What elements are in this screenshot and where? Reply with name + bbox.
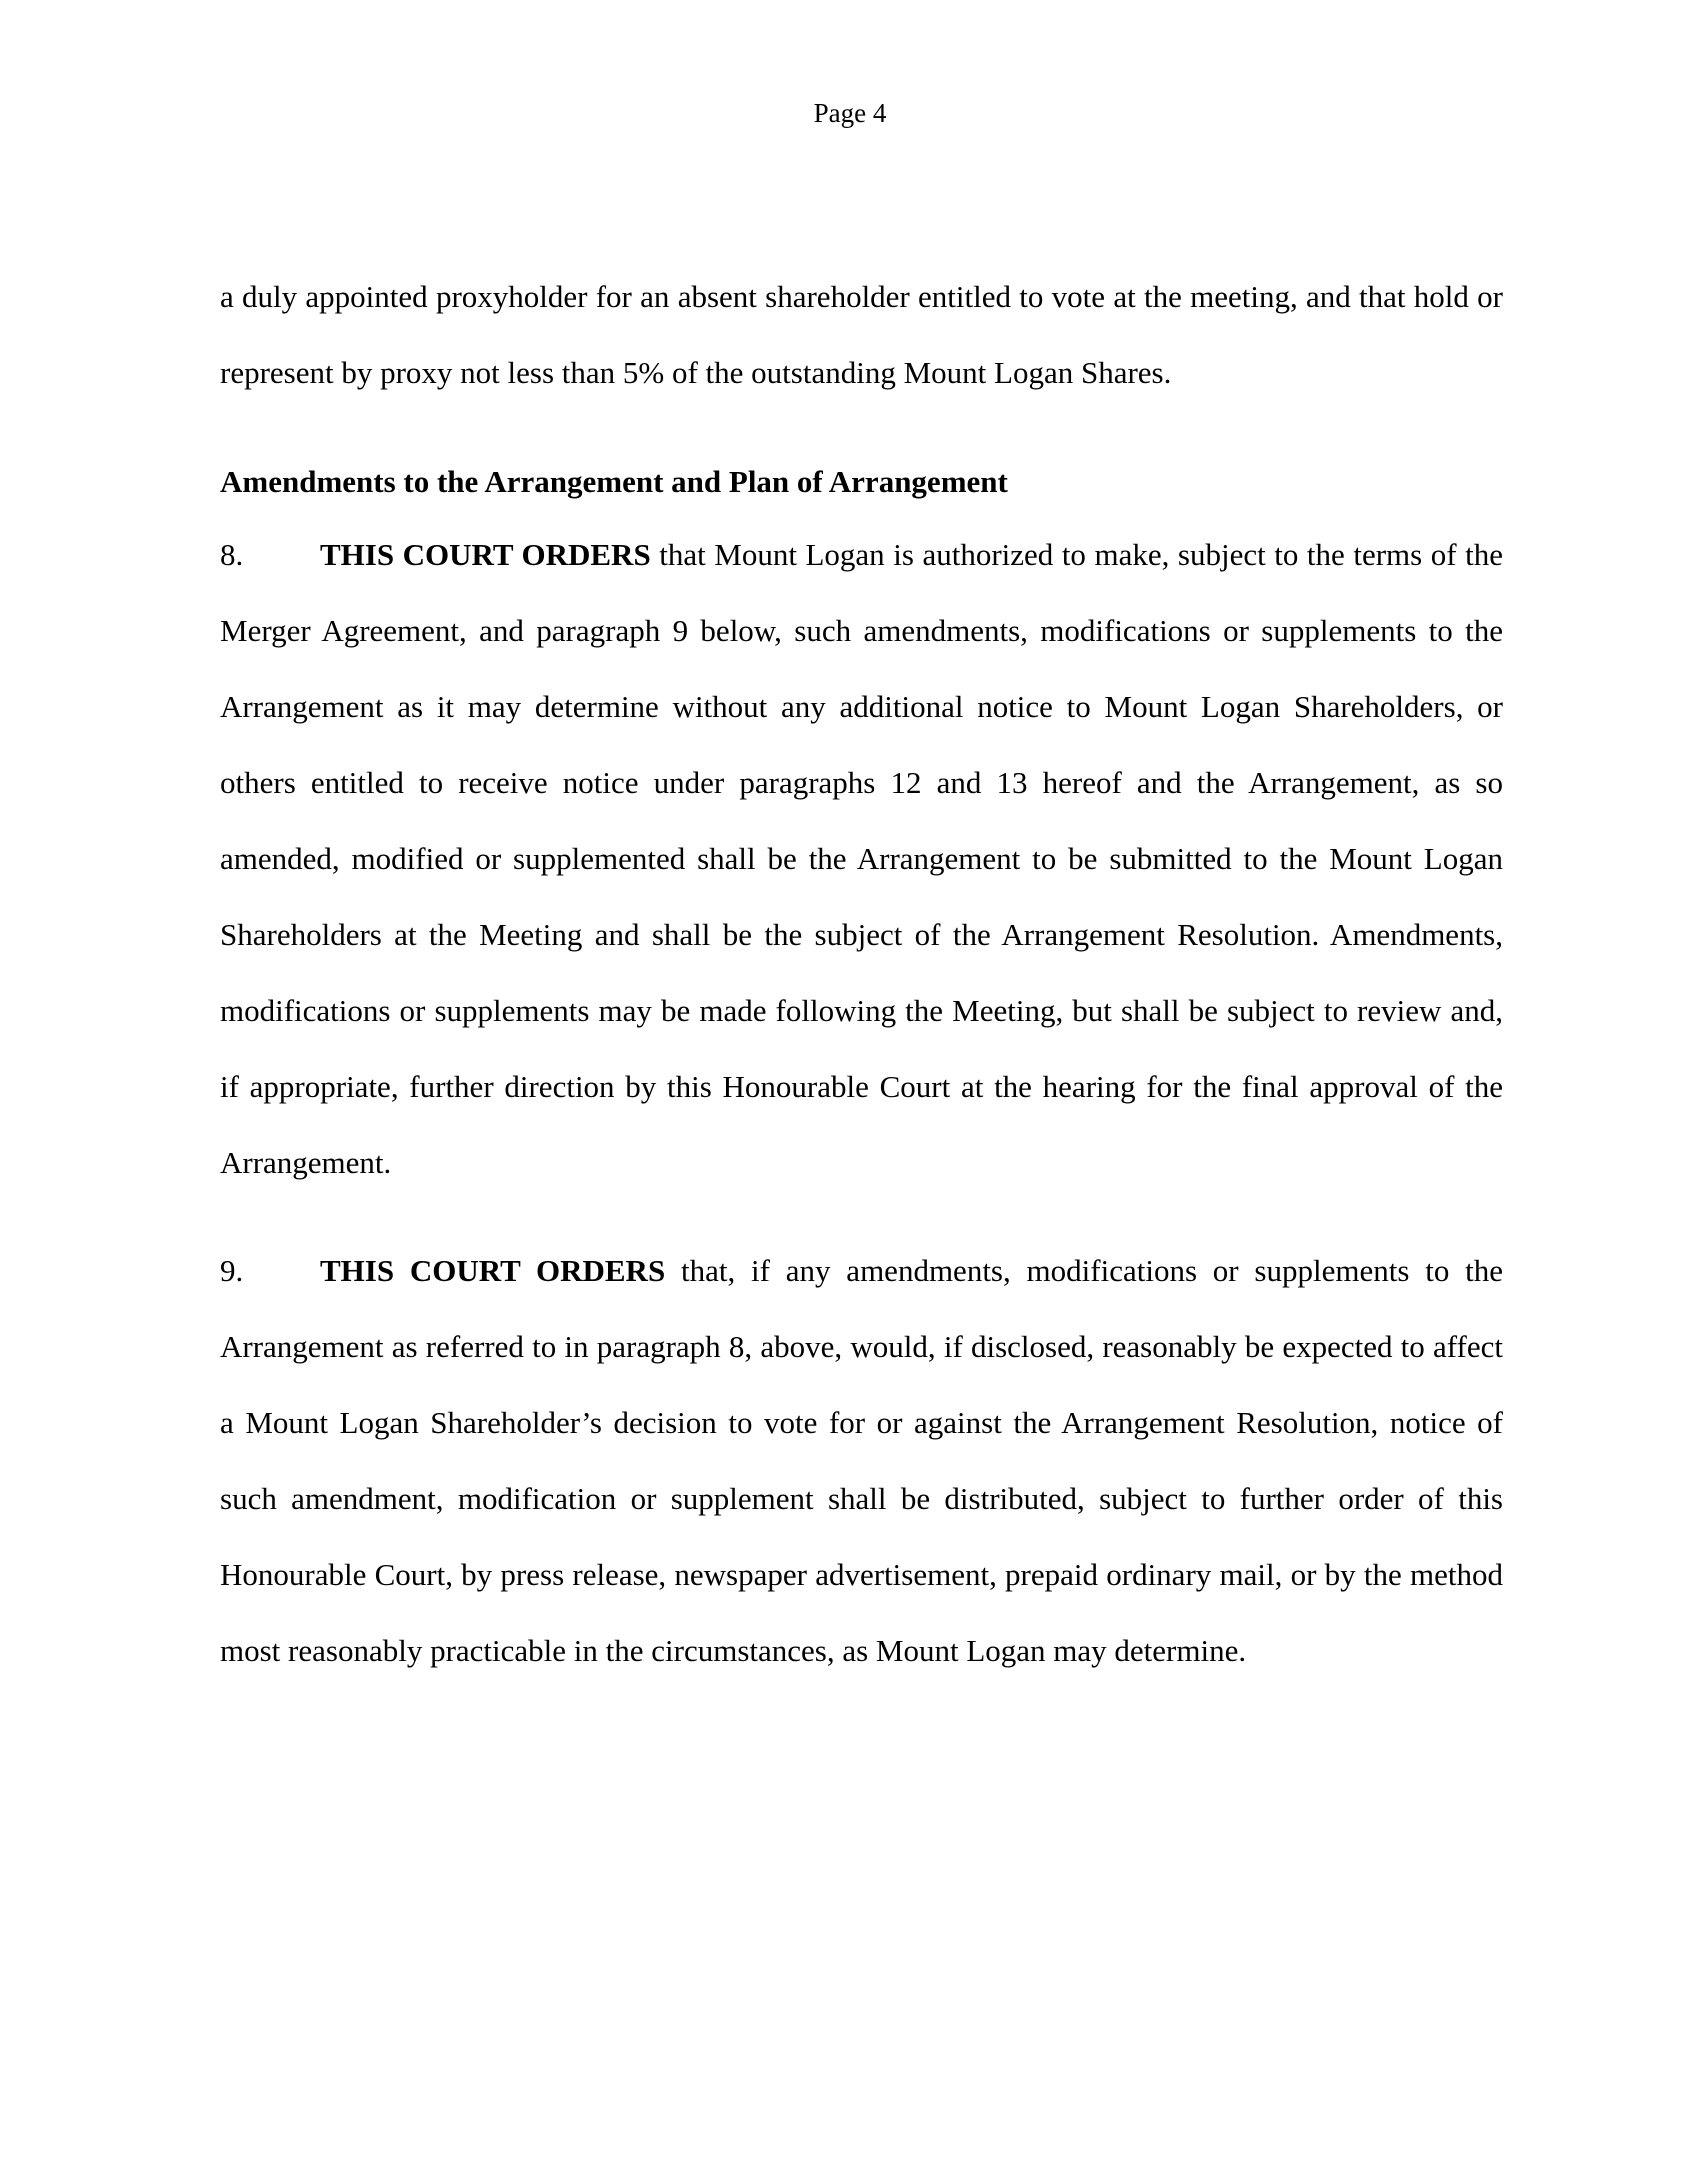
paragraph-number: 8. <box>220 537 244 572</box>
paragraph-text: that Mount Logan is authorized to make, subject to the terms of the Merger Agreement, and paragraph 9 below, such amendments, modifications or supplements to the Arrangement as it may determine without any additional notice to Mount Logan Shareholders, or others entitled to receive notice under paragraphs 12 and 13 hereof and the Arrangement, as so amended, modified or supplemented shall be the Arrangement to be submitted to the Mount Logan Shareholders at the Meeting and shall be the subject of the Arrangement Resolution. Amendments, modifications or supplements may be made following the Meeting, but shall be subject to review and, if appropriate, further direction by this Honourable Court at the hearing for the final approval of the Arrangement. <box>220 537 1503 1180</box>
paragraph-9 <box>220 1233 1503 1689</box>
page-number: Page 4 <box>813 98 887 128</box>
section-heading: Amendments to the Arrangement and Plan of Arrangement <box>220 464 1008 499</box>
paragraph-lead: THIS COURT ORDERS <box>320 1253 666 1288</box>
paragraph-8 <box>220 517 1503 1201</box>
intro-paragraph: a duly appointed proxyholder for an absent shareholder entitled to vote at the meeting, and that hold or represent by proxy not less than 5% of the outstanding Mount Logan Shares. <box>220 279 1503 390</box>
paragraph-number: 9. <box>220 1253 244 1288</box>
paragraph-text: that, if any amendments, modifications or supplements to the Arrangement as referred to in paragraph 8, above, would, if disclosed, reasonably be expected to affect a Mount Logan Shareholder’s decision to vote for or against the Arrangement Resolution, notice of such amendment, modification or supplement shall be distributed, subject to further order of this Honourable Court, by press release, newspaper advertisement, prepaid ordinary mail, or by the method most reasonably practicable in the circumstances, as Mount Logan may determine. <box>220 1253 1503 1668</box>
paragraph-lead: THIS COURT ORDERS <box>320 537 651 572</box>
